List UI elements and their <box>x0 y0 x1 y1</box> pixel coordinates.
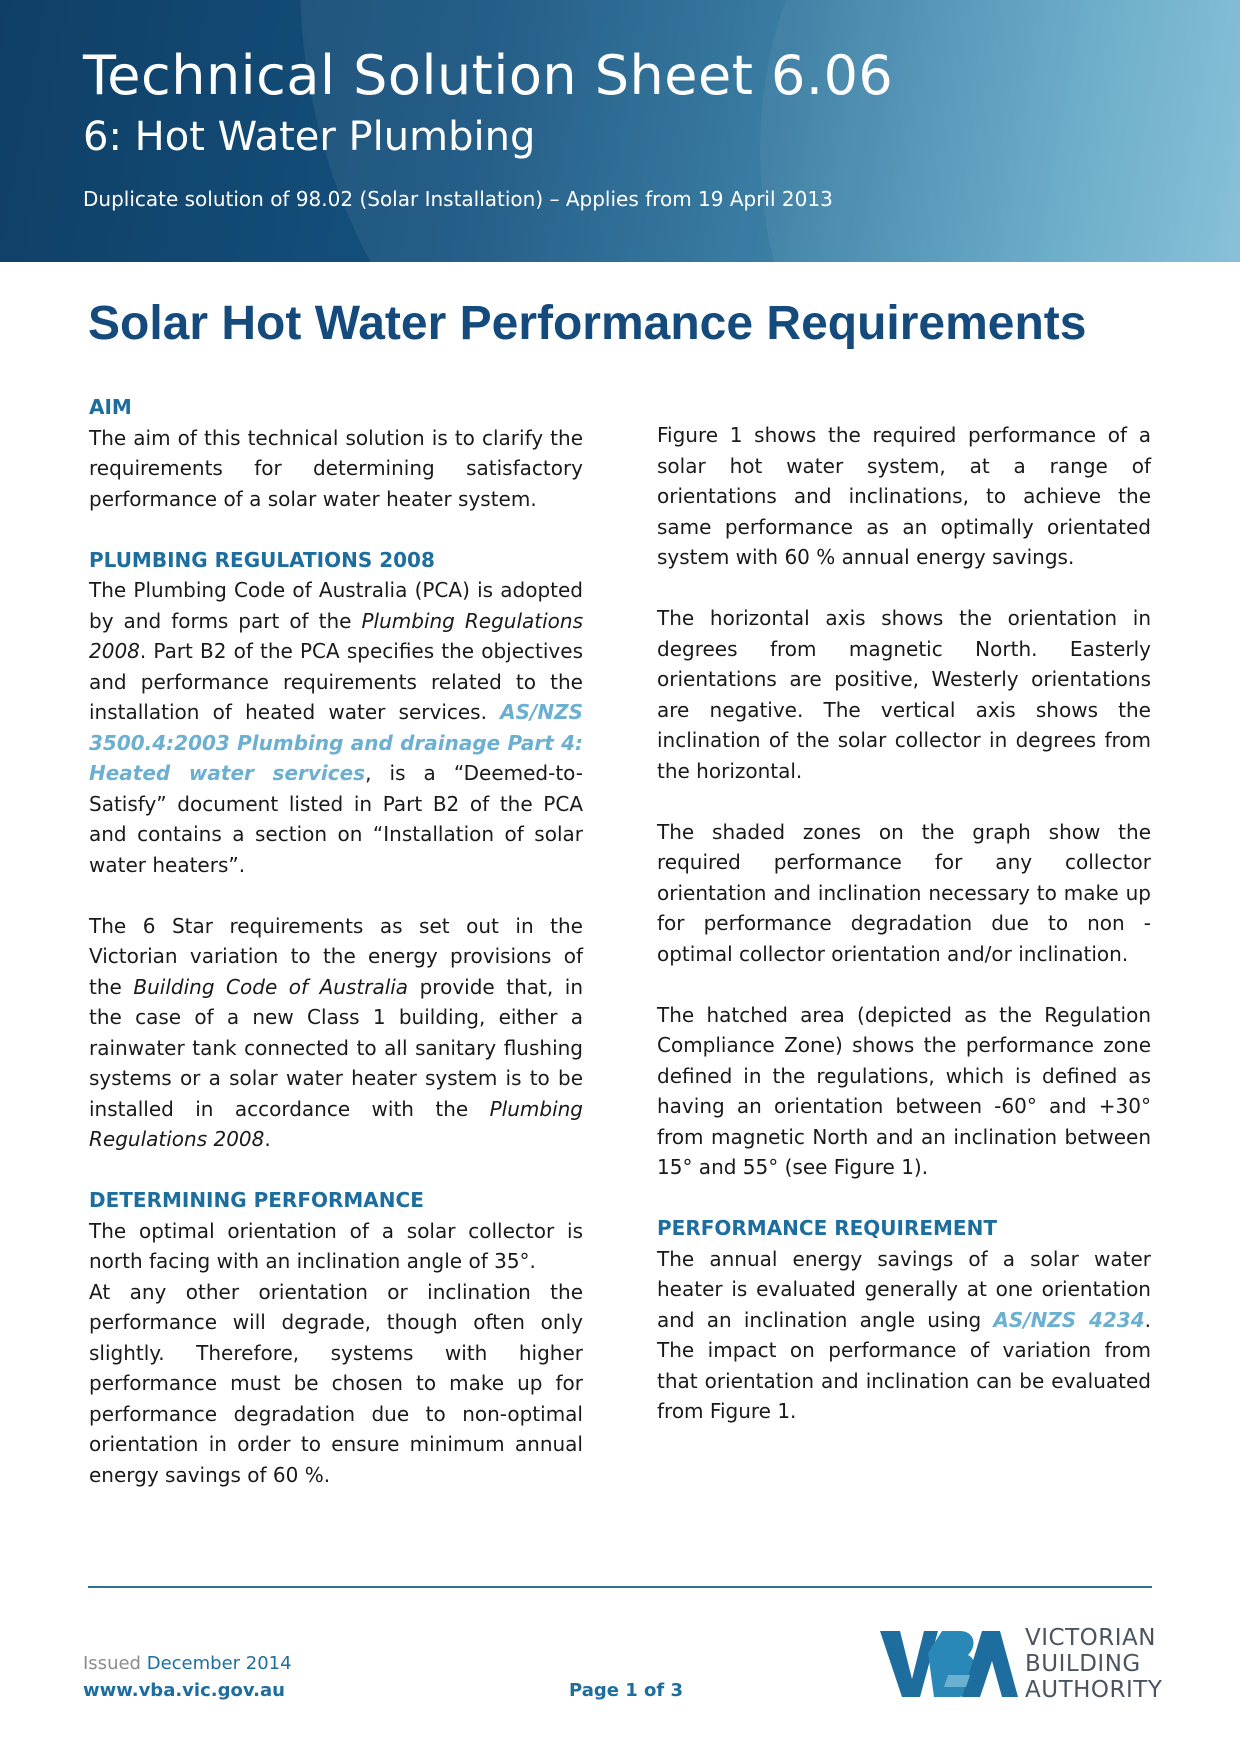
aim-text: The aim of this technical solution is to clarify the requirements for determining satisfactory performance of a solar water heater system. <box>89 425 583 511</box>
performance-requirement-text: The annual energy savings of a solar water heater is evaluated generally at one orientation and an inclination angle using AS/NZS 4234. The impact on performance of variation from that orientation and inclination can be evaluated from Figure 1. <box>657 1246 1151 1423</box>
document-title: Solar Hot Water Performance Requirements <box>88 297 1087 350</box>
section-heading-plumbing-regulations: PLUMBING REGULATIONS 2008 <box>89 547 435 572</box>
sheet-subtitle: 6: Hot Water Plumbing <box>83 114 536 160</box>
right-column <box>657 420 1151 1427</box>
page-current: 1 <box>625 1680 638 1701</box>
figure-description-paragraph: Figure 1 shows the required performance of a solar hot water system, at a range of orientations and inclinations, to achieve the same performance as an optimally orientated system with 60 % annual energy savings. <box>657 423 1151 569</box>
hatched-area-paragraph: The hatched area (depicted as the Regulation Compliance Zone) shows the performance zone defined in the regulations, which is defined as having an orientation between -60° and +30° from magnetic North and an inclination between 15° and 55° (see Figure 1). <box>657 1002 1151 1179</box>
issued-value: December 2014 <box>146 1653 292 1674</box>
code-title: Building Code of Australia <box>133 974 409 999</box>
regulation-title: Plumbing Regulations 2008 <box>89 608 584 663</box>
determining-performance-paragraph-1: The optimal orientation of a solar collector is north facing with an inclination angle of 35°. <box>89 1218 583 1273</box>
shaded-zones-paragraph: The shaded zones on the graph show the required performance for any collector orientation and inclination necessary to make up for performance degradation due to non - optimal collector orientation and/or inclination. <box>657 819 1151 966</box>
section-heading-determining-performance: DETERMINING PERFORMANCE <box>89 1188 424 1212</box>
sheet-title: Technical Solution Sheet 6.06 <box>83 44 894 107</box>
standard-link-as-nzs-3500[interactable]: AS/NZS 3500.4:2003 Plumbing and drainage Part 4: Heated water services <box>89 700 583 785</box>
header-banner <box>0 0 1240 262</box>
issued-date <box>83 1653 292 1674</box>
header-decoration <box>760 0 1240 262</box>
plumbing-regulations-paragraph-1: The Plumbing Code of Australia (PCA) is adopted by and forms part of the Plumbing Regulations 2008. Part B2 of the PCA specifies the objectives and performance requirements related to the installation of heated water services. AS/NZS 3500.4:2003 Plumbing and drainage Part 4: Heated water services, is a “Deemed-to-Satisfy” document listed in Part B2 of the PCA and contains a section on “Installation of solar water heaters”. <box>89 578 584 877</box>
plumbing-regulations-paragraph-2: The 6 Star requirements as set out in the Victorian variation to the energy provisions of the Building Code of Australia provide that, in the case of a new Class 1 building, either a rainwater tank connected to all sanitary flushing systems or a solar water heater system is to be installed in accordance with the Plumbing Regulations 2008. <box>89 913 584 1151</box>
vba-logo-icon <box>878 1623 1018 1703</box>
footer-divider <box>88 1586 1152 1588</box>
regulation-title: Plumbing Regulations 2008 <box>89 1096 583 1151</box>
sheet-note: Duplicate solution of 98.02 (Solar Installation) – Applies from 19 April 2013 <box>83 187 833 211</box>
page-total: 3 <box>670 1680 684 1701</box>
left-column <box>89 392 583 1490</box>
axis-description-paragraph: The horizontal axis shows the orientation in degrees from magnetic North. Easterly orientations are positive, Westerly orientations are negative. The vertical axis shows the inclination of the solar collector in degrees from the horizontal. <box>657 606 1151 783</box>
website-link[interactable]: www.vba.vic.gov.au <box>83 1680 285 1701</box>
standard-link-as-nzs-4234[interactable]: AS/NZS 4234 <box>993 1307 1145 1332</box>
section-heading-aim: AIM <box>89 395 132 419</box>
logo-wordmark: VICTORIAN BUILDING AUTHORITY <box>1025 1625 1163 1703</box>
determining-performance-paragraph-2: At any other orientation or inclination the performance will degrade, though often only slightly. Therefore, systems with higher performance must be chosen to make up for performance degradation due to non-optimal orientation in order to ensure minimum annual energy savings of 60 %. <box>89 1279 583 1487</box>
issued-label: Issued <box>83 1653 141 1674</box>
page-indicator: Page 1 of 3 <box>569 1680 684 1701</box>
section-heading-performance-requirement: PERFORMANCE REQUIREMENT <box>657 1216 997 1240</box>
